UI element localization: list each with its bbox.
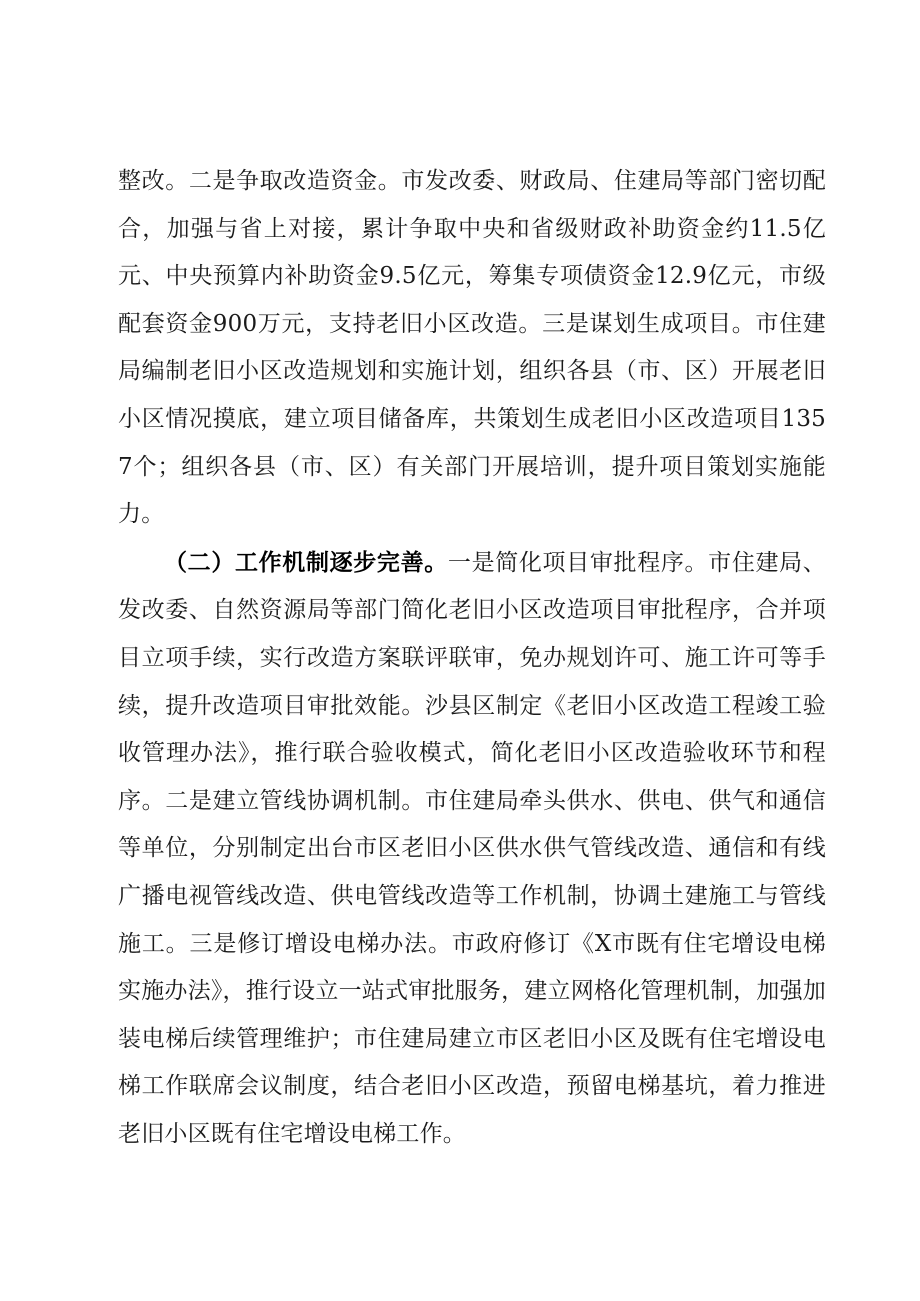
paragraph-body-text: 一是简化项目审批程序。市住建局、发改委、自然资源局等部门简化老旧小区改造项目审批程序，合并项目立项手续，实行改造方案联评联审，免办规划许可、施工许可等手续，提升改造项目审批效能。沙县区制定《老旧小区改造工程竣工验收管理办法》，推行联合验收模式，简化老旧小区改造验收环节和程序。二是建立管线协调机制。市住建局牵头供水、供电、供气和通信等单位，分别制定出台市区老旧小区供水供气管线改造、通信和有线广播电视管线改造、供电管线改造等工作机制，协调土建施工与管线施工。三是修订增设电梯办法。市政府修订《X市既有住宅增设电梯实施办法》，推行设立一站式审批服务，建立网格化管理机制，加强加装电梯后续管理维护；市住建局建立市区老旧小区及既有住宅增设电梯工作联席会议制度，结合老旧小区改造，预留电梯基坑，着力推进老旧小区既有住宅增设电梯工作。: [118, 549, 827, 1147]
paragraph-work-mechanism: [118, 539, 826, 1159]
paragraph-funding-projects: 整改。二是争取改造资金。市发改委、财政局、住建局等部门密切配合，加强与省上对接，累计争取中央和省级财政补助资金约11.5亿元、中央预算内补助资金9.5亿元，筹集专项债资金12.9亿元，市级配套资金900万元，支持老旧小区改造。三是谋划生成项目。市住建局编制老旧小区改造规划和实施计划，组织各县（市、区）开展老旧小区情况摸底，建立项目储备库，共策划生成老旧小区改造项目1357个；组织各县（市、区）有关部门开展培训，提升项目策划实施能力。: [118, 168, 826, 528]
section-heading: （二）工作机制逐步完善。: [164, 548, 448, 576]
document-body: [118, 158, 826, 1158]
